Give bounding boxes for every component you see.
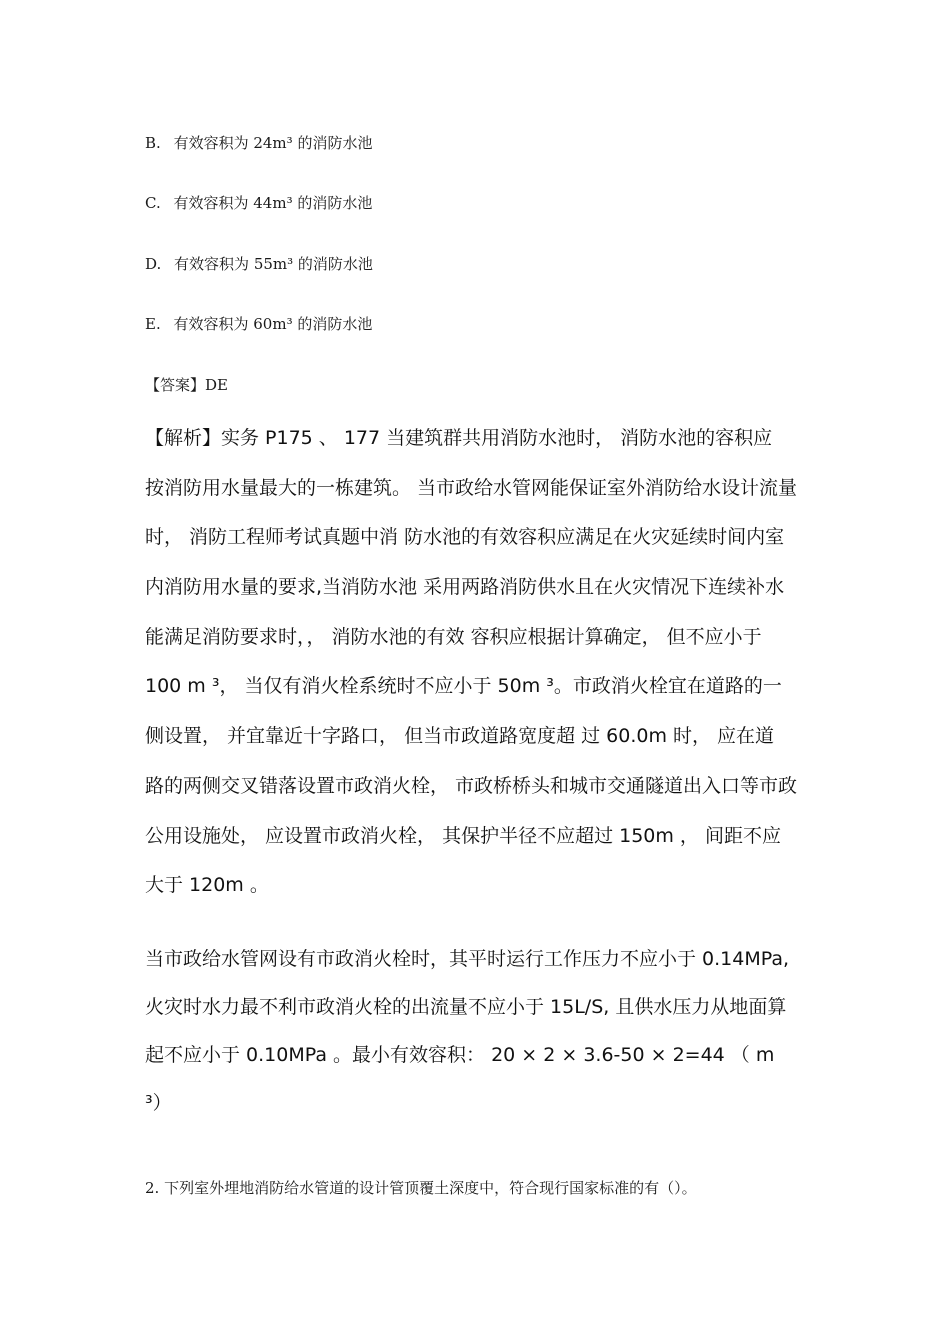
- question-2: 2. 下列室外埋地消防给水管道的设计管顶覆土深度中，符合现行国家标准的有（）。: [145, 1179, 697, 1197]
- analysis-line: 100 m ³， 当仅有消火栓系统时不应小于 50m ³。市政消火栓宜在道路的一: [145, 675, 782, 698]
- analysis-line: 路的两侧交叉错落设置市政消火栓， 市政桥桥头和城市交通隧道出入口等市政: [145, 774, 798, 797]
- option-letter: D.: [145, 255, 162, 273]
- calculation-paragraph: [145, 935, 810, 1127]
- analysis-line: 公用设施处， 应设置市政消火栓， 其保护半径不应超过 150m ， 间距不应: [145, 824, 781, 847]
- option-text: 有效容积为 24m³ 的消防水池: [173, 134, 373, 152]
- option-d: [145, 254, 373, 274]
- analysis-line: 时， 消防工程师考试真题中消 防水池的有效容积应满足在火灾延续时间内室: [145, 526, 785, 549]
- analysis-line: 侧设置， 并宜靠近十字路口， 但当市政道路宽度超 过 60.0m 时， 应在道: [145, 725, 775, 748]
- option-letter: B.: [145, 134, 161, 152]
- analysis-line: 能满足消防要求时，， 消防水池的有效 容积应根据计算确定， 但不应小于: [145, 625, 762, 648]
- option-c: [145, 193, 372, 213]
- option-b: [145, 133, 372, 153]
- option-e: [145, 314, 372, 334]
- analysis-line: 按消防用水量最大的一栋建筑。 当市政给水管网能保证室外消防给水设计流量: [145, 476, 798, 499]
- calculation-line: 当市政给水管网设有市政消火栓时，其平时运行工作压力不应小于 0.14MPa,: [145, 948, 790, 970]
- option-text: 有效容积为 60m³ 的消防水池: [173, 315, 373, 333]
- analysis-line: 【解析】实务 P175 、 177 当建筑群共用消防水池时， 消防水池的容积应: [145, 427, 773, 449]
- analysis-line: 内消防用水量的要求,当消防水池 采用两路消防供水且在火灾情况下连续补水: [145, 576, 785, 599]
- calculation-line: ³）: [145, 1092, 172, 1114]
- option-letter: C.: [145, 194, 161, 212]
- option-text: 有效容积为 44m³ 的消防水池: [173, 194, 373, 212]
- option-text: 有效容积为 55m³ 的消防水池: [174, 255, 373, 273]
- analysis-paragraph: [145, 414, 810, 911]
- analysis-line: 大于 120m 。: [145, 874, 269, 897]
- calculation-line: 火灾时水力最不利市政消火栓的出流量不应小于 15L/S, 且供水压力从地面算: [145, 996, 787, 1018]
- option-letter: E.: [145, 315, 161, 333]
- answer-line: 【答案】DE: [145, 376, 228, 394]
- calculation-line: 起不应小于 0.10MPa 。最小有效容积： 20 × 2 × 3.6-50 × 2=44 （ m: [145, 1044, 775, 1066]
